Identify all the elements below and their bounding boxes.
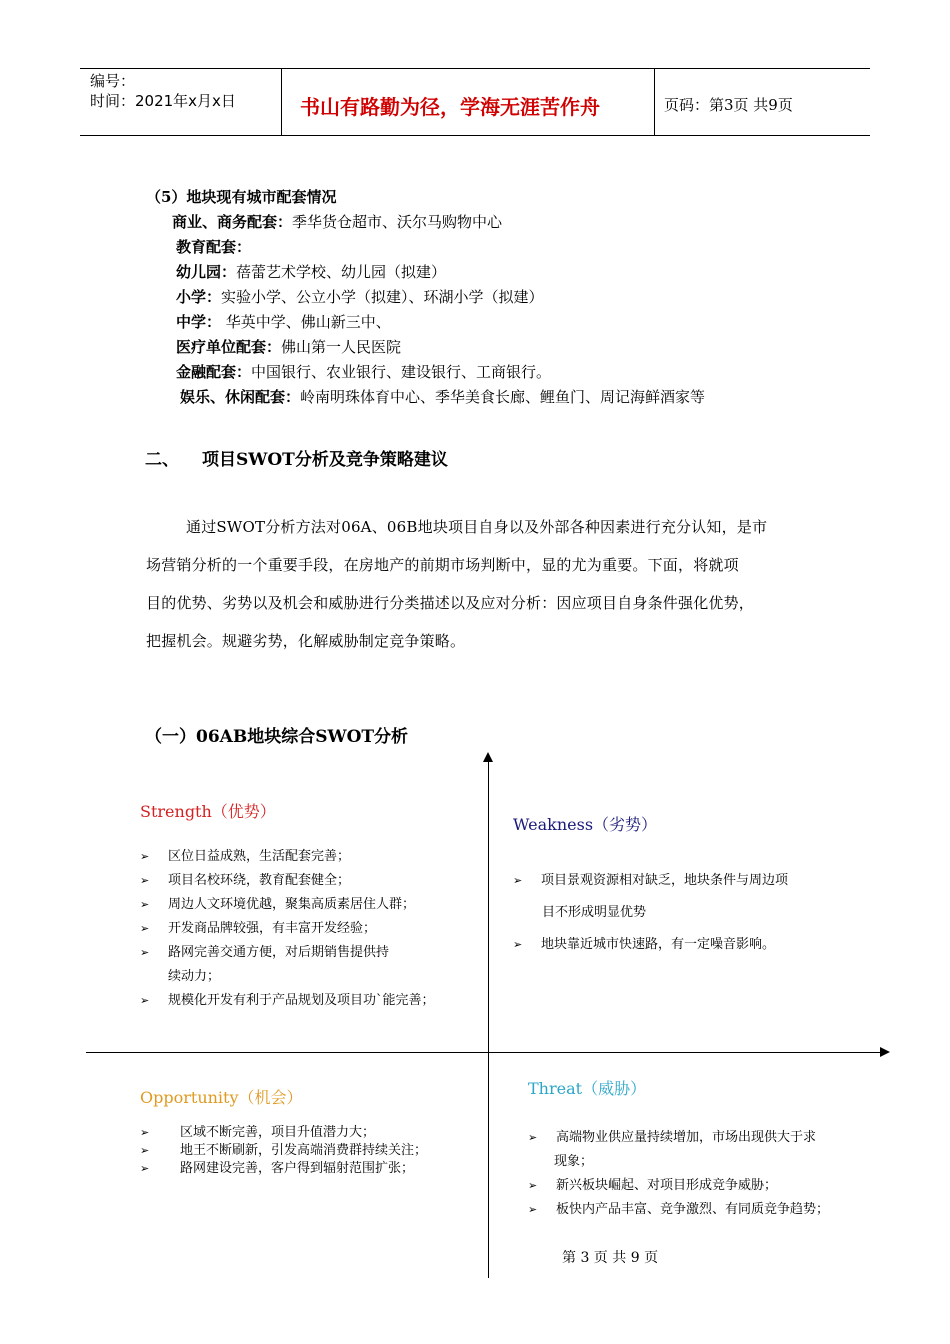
facility-row: 娱乐、休闲配套：岭南明珠体育中心、季华美食长廊、鲤鱼门、周记海鲜酒家等 bbox=[180, 388, 706, 406]
threat-item-continuation: 现象； bbox=[554, 1154, 594, 1169]
weakness-title: Weakness（劣势） bbox=[513, 815, 658, 834]
facility-row: 小学：实验小学、公立小学（拟建）、环湖小学（拟建） bbox=[176, 288, 544, 306]
right-arrow-icon bbox=[880, 1047, 890, 1057]
threat-item: ➢ 板快内产品丰富、竞争激烈、有同质竞争趋势； bbox=[528, 1202, 830, 1217]
header-motto: 书山有路勤为径，学海无涯苦作舟 bbox=[300, 95, 600, 119]
paragraph-line: 把握机会。规避劣势，化解威胁制定竞争策略。 bbox=[146, 632, 466, 650]
paragraph-line: 目的优势、劣势以及机会和威胁进行分类描述以及应对分析：因应项目自身条件强化优势， bbox=[146, 594, 755, 612]
header-top-rule bbox=[80, 68, 870, 69]
opportunity-item: ➢ 路网建设完善，客户得到辐射范围扩张； bbox=[140, 1161, 415, 1176]
threat-item: ➢ 新兴板块崛起、对项目形成竞争威胁； bbox=[528, 1178, 778, 1193]
header-bottom-rule bbox=[80, 135, 870, 136]
paragraph-line: 场营销分析的一个重要手段，在房地产的前期市场判断中，显的尤为重要。下面，将就项 bbox=[146, 556, 739, 574]
paragraph-line: 通过SWOT分析方法对06A、06B地块项目自身以及外部各种因素进行充分认知，是市 bbox=[186, 518, 768, 536]
header-page-code: 页码：第3页 共9页 bbox=[664, 96, 793, 114]
up-arrow-icon bbox=[483, 752, 493, 762]
vertical-axis bbox=[488, 758, 489, 1278]
header-divider bbox=[654, 68, 655, 135]
opportunity-title: Opportunity（机会） bbox=[140, 1088, 303, 1107]
horizontal-axis bbox=[86, 1052, 882, 1053]
strength-item: ➢ 区位日益成熟，生活配套完善； bbox=[140, 849, 351, 864]
opportunity-item: ➢ 区域不断完善，项目升值潜力大； bbox=[140, 1125, 376, 1140]
header-number-label: 编号： bbox=[90, 72, 136, 90]
facility-row: 中学： 华英中学、佛山新三中、 bbox=[176, 313, 391, 331]
section-number: 二、 bbox=[145, 450, 179, 470]
header-divider bbox=[281, 68, 282, 135]
footer-page-number: 第 3 页 共 9 页 bbox=[562, 1250, 659, 1266]
weakness-item: ➢ 地块靠近城市快速路，有一定噪音影响。 bbox=[513, 937, 776, 952]
facility-row: 教育配套： bbox=[176, 238, 252, 256]
threat-item: ➢ 高端物业供应量持续增加，市场出现供大于求 bbox=[528, 1130, 817, 1145]
facility-row: 金融配套：中国银行、农业银行、建设银行、工商银行。 bbox=[176, 363, 552, 381]
strength-item: ➢ 规模化开发有利于产品规划及项目功`能完善； bbox=[140, 993, 435, 1008]
threat-title: Threat（威胁） bbox=[528, 1079, 647, 1098]
weakness-item-continuation: 目不形成明显优势 bbox=[542, 905, 647, 920]
opportunity-item: ➢ 地王不断刷新，引发高端消费群持续关注； bbox=[140, 1143, 428, 1158]
strength-item: ➢ 路网完善交通方便，对后期销售提供持 bbox=[140, 945, 390, 960]
strength-item-continuation: 续动力； bbox=[168, 969, 221, 984]
facilities-heading: （5）地块现有城市配套情况 bbox=[146, 188, 337, 206]
swot-heading: （一）06AB地块综合SWOT分析 bbox=[145, 727, 409, 747]
facility-row: 幼儿园：蓓蕾艺术学校、幼儿园（拟建） bbox=[176, 263, 447, 281]
strength-title: Strength（优势） bbox=[140, 802, 276, 821]
strength-item: ➢ 开发商品牌较强，有丰富开发经验； bbox=[140, 921, 377, 936]
strength-item: ➢ 项目名校环绕，教育配套健全； bbox=[140, 873, 351, 888]
header-date: 时间：2021年x月x日 bbox=[90, 92, 236, 110]
strength-item: ➢ 周边人文环境优越，聚集高质素居住人群； bbox=[140, 897, 416, 912]
facility-row: 商业、商务配套：季华货仓超市、沃尔马购物中心 bbox=[172, 213, 503, 231]
weakness-item: ➢ 项目景观资源相对缺乏，地块条件与周边项 bbox=[513, 873, 789, 888]
facility-row: 医疗单位配套：佛山第一人民医院 bbox=[176, 338, 402, 356]
section-title: 项目SWOT分析及竞争策略建议 bbox=[202, 450, 448, 470]
